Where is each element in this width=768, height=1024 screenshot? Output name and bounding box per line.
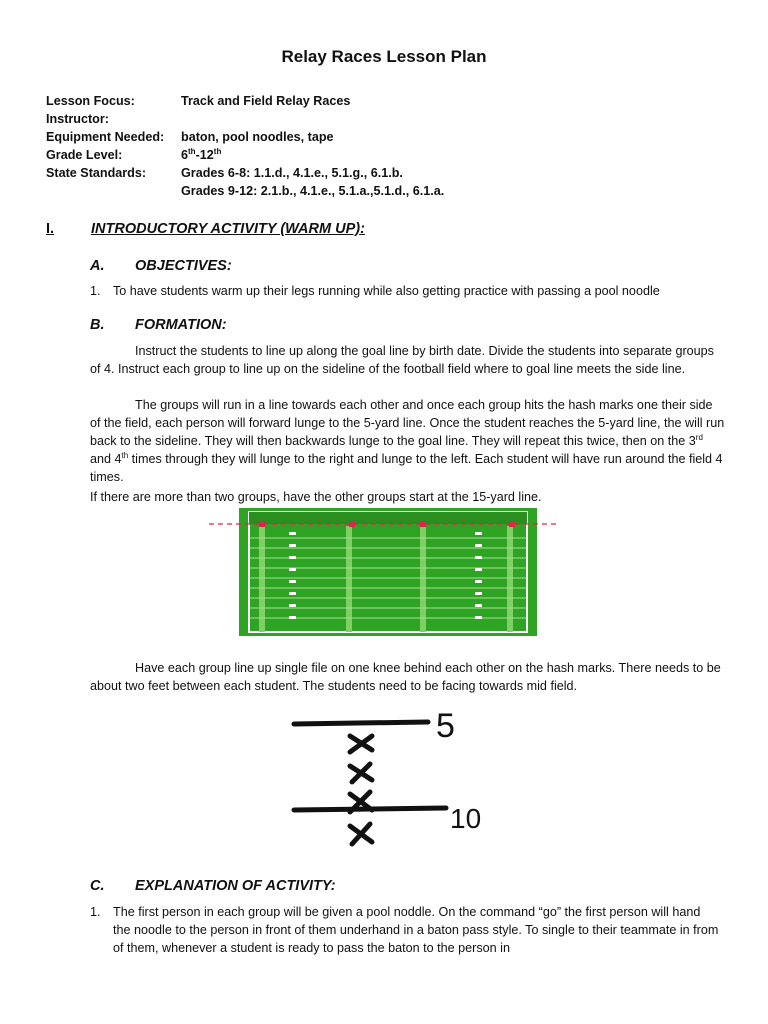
info-row-standards xyxy=(46,164,444,182)
subheading-objectives xyxy=(90,258,232,274)
list-text: The first person in each group will be given a pool noddle. On the command “go” the first person will hand the noodle to the person in front of them underhand in a baton pass style. To single to their teammate in from of them, whenever a student is ready to pass the baton to the person in xyxy=(113,905,719,955)
info-row-equipment xyxy=(46,128,444,146)
equipment-label: Equipment Needed: xyxy=(46,130,165,144)
subheading-title: EXPLANATION OF ACTIVITY: xyxy=(135,878,336,894)
grade-from: 6 xyxy=(181,148,189,162)
standards-grades-6-8: Grades 6-8: 1.1.d., 4.1.e., 5.1.g., 6.1.b. xyxy=(181,166,403,180)
yard-label-10: 10 xyxy=(450,803,482,834)
yard-label-5: 5 xyxy=(436,707,455,745)
hash-mark-line-up-sketch xyxy=(290,702,490,852)
list-number: 1. xyxy=(90,905,101,919)
document-title: Relay Races Lesson Plan xyxy=(281,47,487,66)
subheading-letter: C. xyxy=(90,878,105,894)
section-number: I. xyxy=(46,221,55,237)
standards-label: State Standards: xyxy=(46,166,147,180)
subheading-title: FORMATION: xyxy=(135,317,227,333)
lesson-info-block xyxy=(46,92,444,200)
formation-paragraph-4: Have each group line up single file on one knee behind each other on the hash marks. There needs to be about two feet between each student. The students need to be facing towards mid field. xyxy=(90,661,721,693)
formation-paragraph-2: The groups will run in a line towards each other and once each group hits the hash marks one their side of the field, each person will forward lunge to the 5-yard line. Once the student reaches the 5-yard line, the will run back to the sideline. They will then backwards lunge to the goal line. They will repeat this twice, then on the 3rd and 4th times through they will lunge to the right and lunge to the left. Each student will have run around the field 4 times. xyxy=(90,398,725,484)
instructor-label: Instructor: xyxy=(46,112,109,126)
subheading-letter: B. xyxy=(90,317,105,333)
section-title: INTRODUCTORY ACTIVITY (WARM UP): xyxy=(91,221,365,237)
subheading-title: OBJECTIVES: xyxy=(135,258,232,274)
info-row-grade xyxy=(46,146,444,164)
formation-paragraph-1: Instruct the students to line up along the goal line by birth date. Divide the students into separate groups of 4. Instruct each group to line up on the sideline of the football field where to goal line meets the side line. xyxy=(90,344,714,376)
info-row-standards-2 xyxy=(46,182,444,200)
formation-paragraph-3: If there are more than two groups, have the other groups start at the 15-yard line. xyxy=(90,490,542,504)
list-number: 1. xyxy=(90,284,101,298)
list-text: To have students warm up their legs running while also getting practice with passing a pool noodle xyxy=(113,284,660,298)
objective-list-item xyxy=(90,282,720,300)
info-row-lesson-focus xyxy=(46,92,444,110)
info-row-instructor xyxy=(46,110,444,128)
grade-separator: -12 xyxy=(195,148,214,162)
grade-to-suffix: th xyxy=(213,146,222,156)
grade-label: Grade Level: xyxy=(46,148,123,162)
subheading-explanation xyxy=(90,878,336,894)
explanation-list-item xyxy=(90,903,720,957)
grade-from-suffix: th xyxy=(188,146,196,156)
football-field-diagram xyxy=(209,508,559,636)
lesson-focus-value: Track and Field Relay Races xyxy=(181,94,351,108)
grade-value xyxy=(181,146,221,164)
section-heading-I xyxy=(46,221,365,237)
subheading-formation xyxy=(90,317,227,333)
standards-grades-9-12: Grades 9-12: 2.1.b., 4.1.e., 5.1.a.,5.1.d., 6.1.a. xyxy=(181,184,445,198)
subheading-letter: A. xyxy=(90,258,105,274)
lesson-focus-label: Lesson Focus: xyxy=(46,94,135,108)
equipment-value: baton, pool noodles, tape xyxy=(181,130,334,144)
